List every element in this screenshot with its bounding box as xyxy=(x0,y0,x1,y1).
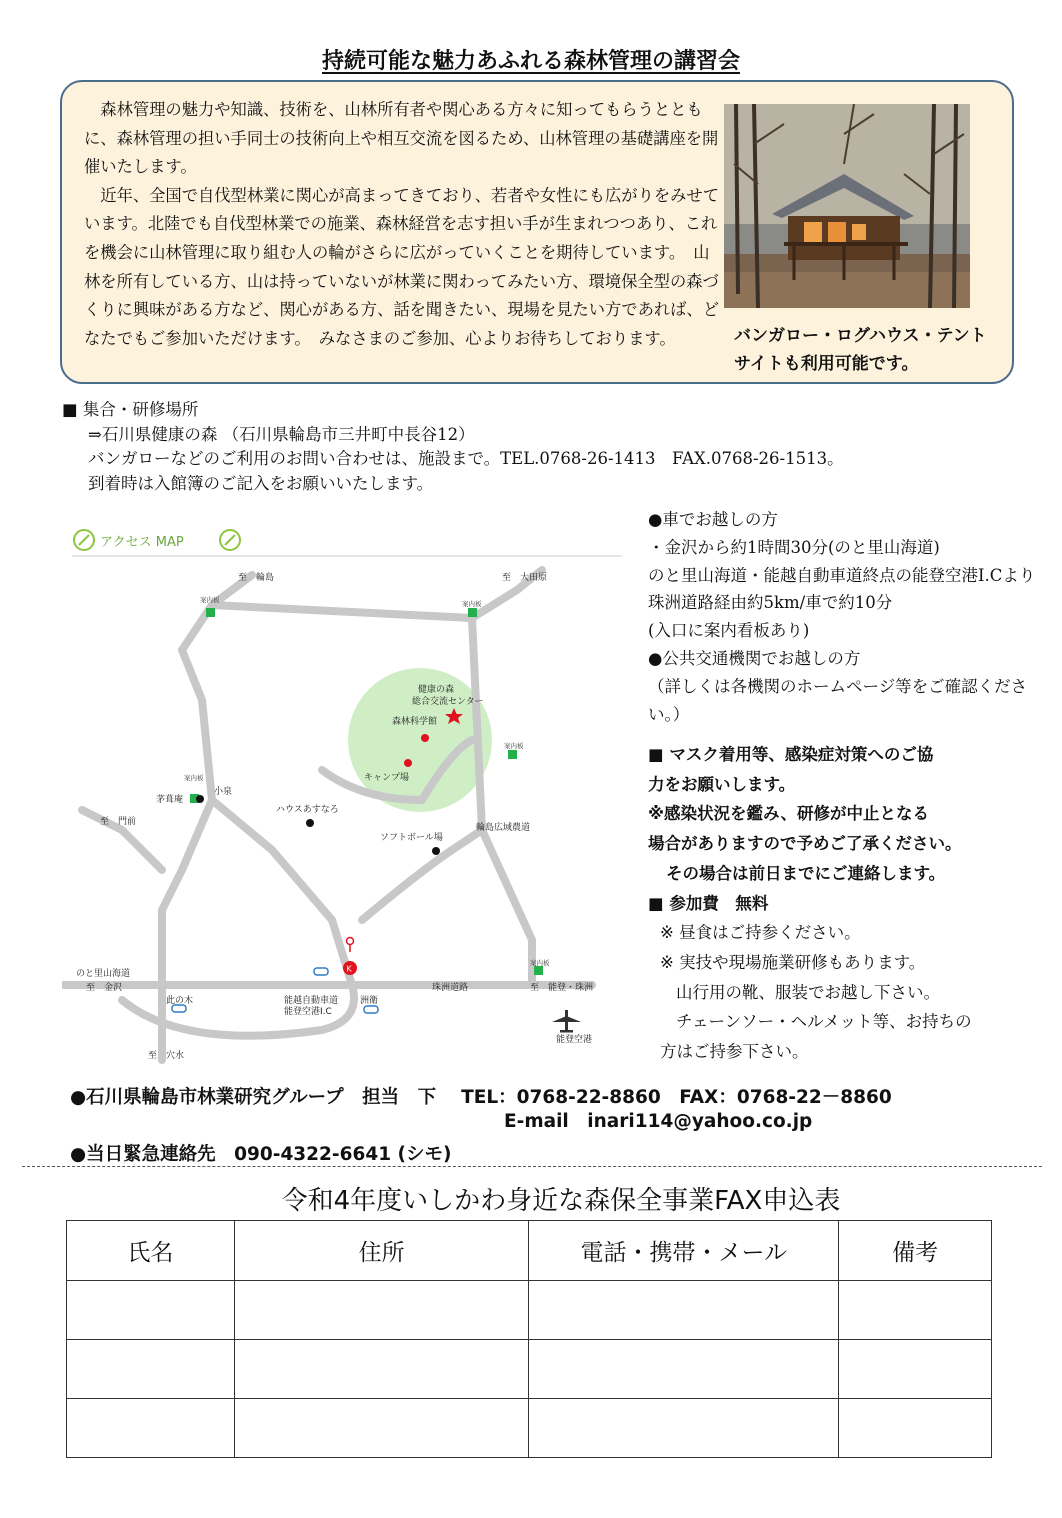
address-cell[interactable] xyxy=(234,1399,529,1458)
label-suzu-road: 珠洲道路 xyxy=(432,983,469,993)
venue-inquiry: バンガローなどのご利用のお問い合わせは、施設まで。TEL.0768-26-1413 FAX.0768-26-1513。 xyxy=(88,449,844,468)
public-line-1: （詳しくは各機関のホームページ等をご確認ください。） xyxy=(648,676,1028,724)
mask-note-1: ■ マスク着用等、感染症対策へのご協 xyxy=(648,745,934,764)
label-to-otabara: 至 大田原 xyxy=(502,573,548,583)
airplane-icon xyxy=(552,1010,581,1033)
label-forest-museum: 森林科学館 xyxy=(392,717,438,727)
label-house: ハウスあすなろ xyxy=(276,805,339,815)
sign-label: 案内板 xyxy=(200,596,220,604)
car-heading: ●車でお越しの方 xyxy=(648,510,778,529)
public-heading: ●公共交通機関でお越しの方 xyxy=(648,648,861,668)
svg-text:K: K xyxy=(346,964,352,974)
venue-heading: ■ 集合・研修場所 xyxy=(62,400,199,419)
label-to-wajima: 至 輪島 xyxy=(238,573,275,583)
page-title: 持続可能な魅力あふれる森林管理の講習会 xyxy=(321,49,740,74)
mask-note-4: 場合がありますので予めご了承ください。 xyxy=(648,834,962,854)
bring-note: 方はご持参下さい。 xyxy=(660,1042,809,1062)
label-noetsu-2: 能登空港I.C xyxy=(284,1007,332,1017)
label-to-monzen: 至 門前 xyxy=(100,817,137,827)
label-kayabuki: 茅葺庵 xyxy=(156,795,184,805)
sign-label: 案内板 xyxy=(462,600,482,608)
car-line-3: (入口に案内看板あり) xyxy=(648,621,810,641)
sign-label: 案内板 xyxy=(184,774,204,782)
label-suzu: 洲衛 xyxy=(360,996,379,1006)
access-info xyxy=(648,506,1048,728)
label-airport: 能登空港 xyxy=(556,1035,593,1045)
map-title: アクセス MAP xyxy=(100,535,184,550)
label-center-2: 総合交流センター xyxy=(412,697,484,707)
table-row xyxy=(67,1281,992,1340)
notes-section xyxy=(648,740,1048,1067)
header-address: 住所 xyxy=(234,1221,529,1281)
intro-paragraph-1: 森林管理の魅力や知識、技術を、山林所有者や関心ある方々に知ってもらうとともに、森林管理の担い手同士の技術向上や相互交流を図るため、山林管理の基礎講座を開催いたします。 xyxy=(84,100,719,177)
label-camp: キャンプ場 xyxy=(364,773,410,783)
table-row xyxy=(67,1399,992,1458)
forest-museum-marker xyxy=(421,734,429,742)
label-center-1: 健康の森 xyxy=(418,685,455,695)
contact-section xyxy=(70,1086,1050,1134)
compass-icon xyxy=(220,530,240,550)
address-cell[interactable] xyxy=(234,1340,529,1399)
name-cell[interactable] xyxy=(67,1340,235,1399)
table-row xyxy=(67,1340,992,1399)
access-map xyxy=(62,510,640,1070)
contact-cell[interactable] xyxy=(529,1399,839,1458)
application-form-table xyxy=(66,1220,992,1458)
name-cell[interactable] xyxy=(67,1399,235,1458)
intro-panel xyxy=(60,80,1014,384)
label-to-kanazawa: 至 金沢 xyxy=(86,983,123,993)
label-to-anamizu: 至 穴水 xyxy=(148,1051,185,1061)
label-kitanoki: 此の木 xyxy=(166,996,194,1006)
compass-icon xyxy=(74,530,94,550)
header-remarks: 備考 xyxy=(839,1221,992,1281)
venue-address: ⇒石川県健康の森 （石川県輪島市三井町中長谷12） xyxy=(88,424,475,444)
remarks-cell[interactable] xyxy=(839,1340,992,1399)
car-line-1: ・金沢から約1時間30分(のと里山海道) xyxy=(648,537,940,557)
label-farm-road: 輪島広域農道 xyxy=(476,823,531,833)
car-line-2: のと里山海道・能越自動車道終点の能登空港I.Cより珠洲道路経由約5km/車で約10分 xyxy=(648,565,1036,613)
intro-text xyxy=(84,96,724,353)
intro-paragraph-2: 近年、全国で自伐型林業に関心が高まってきており、若者や女性にも広がりをみせています。北陸でも自伐型林業での施業、森林経営を志す担い手が生まれつつあり、これを機会に山林管理に取り組む人の輪がさらに広がっていくことを期待しています。 山林を所有している方、山は持っていないが林業に関わってみたい方、環境保全型の森づくりに興味がある方など、関心がある方、話を聞きたい、現場を見たい方であれば、どなたでもご参加いただけます。 みなさまのご参加、心よりお待ちしております。 xyxy=(84,185,719,348)
form-title: 令和4年度いしかわ身近な森保全事業FAX申込表 xyxy=(281,1186,841,1216)
remarks-cell[interactable] xyxy=(839,1281,992,1340)
contact-line-1: ●石川県輪島市林業研究グループ 担当 下 TEL：0768-22-8860 FAX：0768-22－8860 xyxy=(70,1087,892,1108)
log-cabin-photo xyxy=(724,104,970,308)
address-cell[interactable] xyxy=(234,1281,529,1340)
contact-cell[interactable] xyxy=(529,1281,839,1340)
mask-note-5: その場合は前日までにご連絡します。 xyxy=(666,863,946,883)
table-header-row xyxy=(67,1221,992,1281)
venue-note: 到着時は入館簿のご記入をお願いいたします。 xyxy=(88,473,434,493)
remarks-cell[interactable] xyxy=(839,1399,992,1458)
header-name: 氏名 xyxy=(67,1221,235,1281)
house-marker xyxy=(306,819,314,827)
pin-icon xyxy=(347,938,354,945)
softball-marker xyxy=(432,847,440,855)
fee-note: ■ 参加費 無料 xyxy=(648,893,769,913)
contact-email[interactable]: E-mail inari114@yahoo.co.jp xyxy=(504,1111,813,1132)
lunch-note: ※ 昼食はご持参ください。 xyxy=(660,923,861,943)
label-noto-satoyama: のと里山海道 xyxy=(76,969,131,979)
cut-line xyxy=(22,1166,1042,1167)
label-koizumi: 小泉 xyxy=(214,787,233,797)
photo-caption: バンガロー・ログハウス・テント サイトも利用可能です。 xyxy=(734,326,987,374)
sign-label: 案内板 xyxy=(504,742,524,750)
label-to-noto-suzu: 至 能登・珠洲 xyxy=(530,983,594,993)
mask-note-2: 力をお願いします。 xyxy=(648,774,796,794)
venue-section xyxy=(62,398,1042,496)
mask-note-3: ※感染状況を鑑み、研修が中止となる xyxy=(648,804,930,824)
emergency-contact: ●当日緊急連絡先 090-4322-6641 (シモ) xyxy=(70,1144,452,1165)
name-cell[interactable] xyxy=(67,1281,235,1340)
contact-cell[interactable] xyxy=(529,1340,839,1399)
roads xyxy=(64,575,592,1060)
boots-note: 山行用の靴、服装でお越し下さい。 xyxy=(676,982,940,1002)
practice-note: ※ 実技や現場施業研修もあります。 xyxy=(660,952,926,972)
kayabuki-marker xyxy=(196,795,204,803)
sign-label: 案内板 xyxy=(530,959,550,967)
header-contact: 電話・携帯・メール xyxy=(529,1221,839,1281)
camp-marker xyxy=(404,759,412,767)
chainsaw-note: チェーンソー・ヘルメット等、お持ちの xyxy=(676,1012,972,1032)
label-softball: ソフトボール場 xyxy=(380,833,443,843)
label-noetsu-1: 能越自動車道 xyxy=(284,996,339,1006)
